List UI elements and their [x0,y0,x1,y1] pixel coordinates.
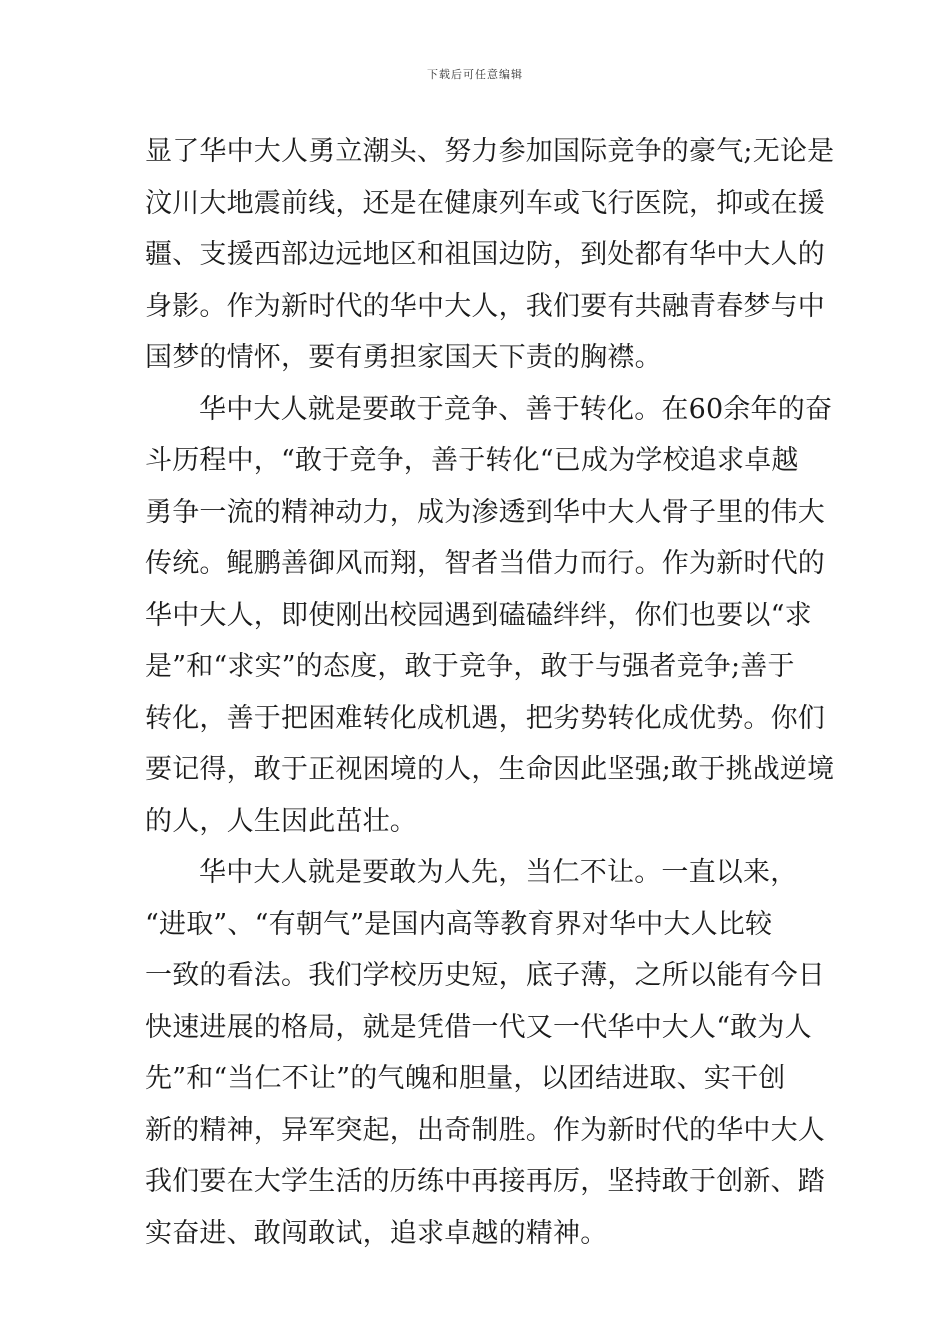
text-line: 疆、支援西部边远地区和祖国边防，到处都有华中大人的 [145,239,825,270]
text-line: 转化，善于把困难转化成机遇，把劣势转化成优势。你们 [145,702,825,734]
text-line: 华中大人，即使刚出校园遇到磕磕绊绊，你们也要以“求 [145,599,812,631]
paragraph-start-line: 华中大人就是要敢于竞争、善于转化。在60余年的奋 [199,393,833,425]
text-line: 快速进展的格局，就是凭借一代又一代华中大人“敢为人 [145,1011,812,1043]
text-line: 的人，人生因此茁壮。 [145,805,417,837]
text-line: 国梦的情怀，要有勇担家国天下责的胸襟。 [145,342,662,373]
text-line: “进取”、“有朝气”是国内高等教育界对华中大人比较 [145,908,773,940]
page-header: 下载后可任意编辑 [427,68,523,81]
text-line: 斗历程中，“敢于竞争，善于转化“已成为学校追求卓越 [145,445,799,476]
text-line: 是”和“求实”的态度，敢于竞争，敢于与强者竞争;善于 [145,651,795,682]
text-line: 一致的看法。我们学校历史短，底子薄，之所以能有今日 [145,960,825,991]
document-body [145,126,835,1259]
text-line: 实奋进、敢闯敢试，追求卓越的精神。 [145,1217,608,1249]
text-line: 我们要在大学生活的历练中再接再厉，坚持敢于创新、踏 [145,1166,825,1197]
text-line: 身影。作为新时代的华中大人，我们要有共融青春梦与中 [145,290,825,322]
text-line: 勇争一流的精神动力，成为渗透到华中大人骨子里的伟大 [145,496,825,528]
paragraph-start-line: 华中大人就是要敢为人先，当仁不让。一直以来， [199,857,798,888]
text-line: 传统。鲲鹏善御风而翔，智者当借力而行。作为新时代的 [145,548,825,579]
text-line: 新的精神，异军突起，出奇制胜。作为新时代的华中大人 [145,1114,825,1146]
text-line: 要记得，敢于正视困境的人，生命因此坚强;敢于挑战逆境 [145,754,835,785]
text-line: 先”和“当仁不让”的气魄和胆量，以团结进取、实干创 [145,1063,786,1094]
text-line: 显了华中大人勇立潮头、努力参加国际竞争的豪气;无论是 [145,136,835,167]
text-line: 汶川大地震前线，还是在健康列车或飞行医院，抑或在援 [145,187,825,219]
